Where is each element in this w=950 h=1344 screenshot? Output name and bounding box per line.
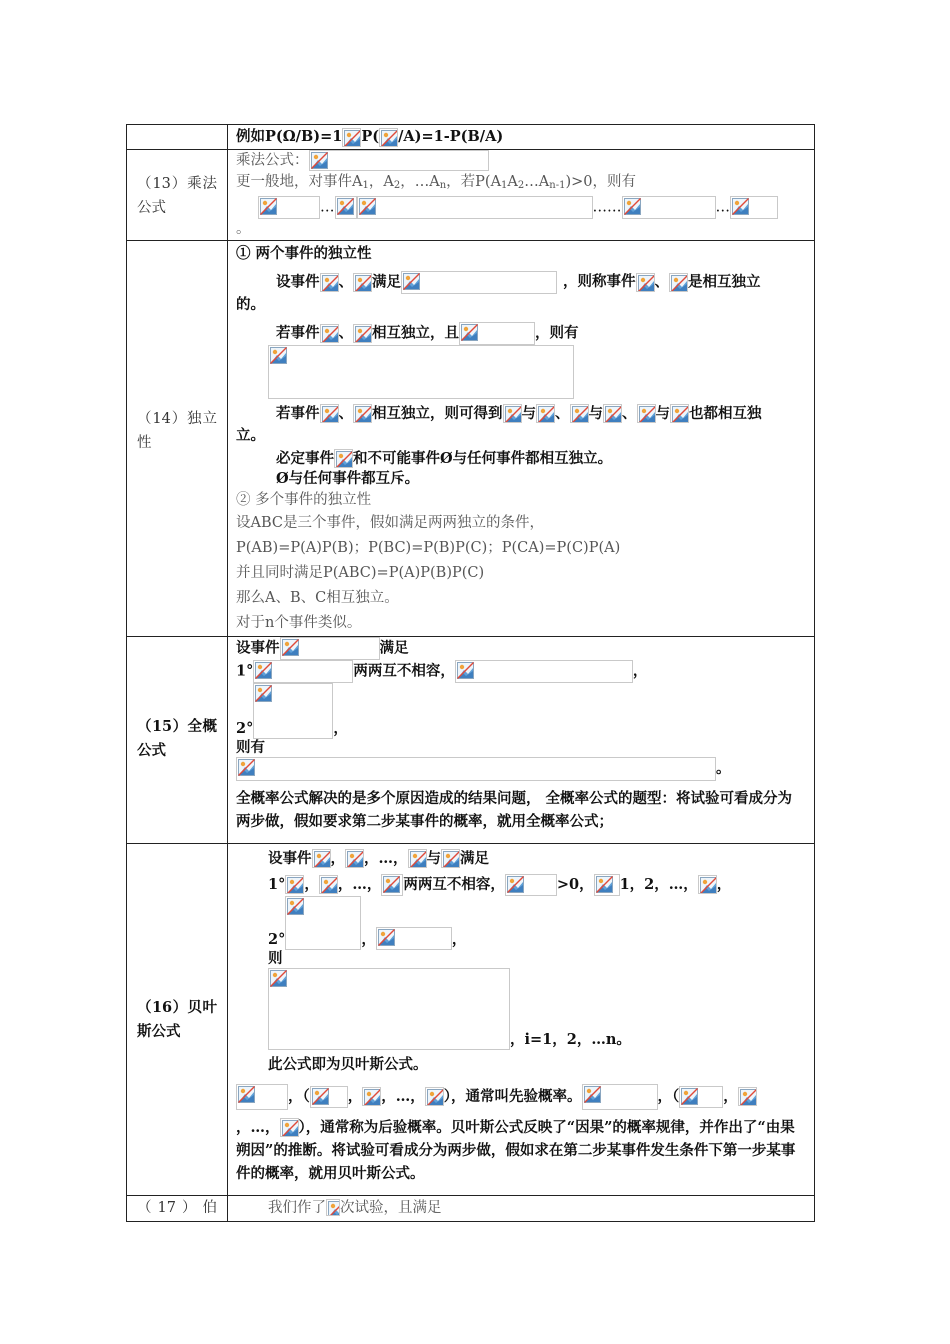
- formula-image: [320, 404, 339, 423]
- text: 1: [501, 179, 508, 191]
- formula-image: [570, 404, 589, 423]
- table-row: [127, 240, 815, 636]
- text: ……: [592, 199, 622, 215]
- formula-image: [312, 849, 331, 868]
- text: P(: [361, 128, 380, 145]
- broken-image-icon: [538, 406, 555, 423]
- text: 满足: [379, 639, 409, 656]
- text: 若事件: [276, 324, 320, 341]
- broken-image-icon: [672, 406, 689, 423]
- text: 与: [521, 404, 536, 422]
- text: 我们作了: [268, 1199, 326, 1216]
- text: ，: [347, 1087, 363, 1105]
- text: 设事件: [276, 273, 320, 290]
- formula-image: [268, 345, 574, 399]
- text: 。: [716, 759, 731, 777]
- broken-image-icon: [443, 851, 460, 868]
- text: 满足: [460, 849, 489, 867]
- row-content-cell: [228, 636, 815, 843]
- formula-image: [636, 273, 655, 292]
- formula-image: [268, 968, 510, 1050]
- text: 1°: [236, 662, 254, 679]
- text: ，（: [288, 1087, 310, 1105]
- formula-image: [622, 196, 716, 219]
- text: 2°: [268, 930, 286, 948]
- broken-image-icon: [312, 1088, 329, 1105]
- text: ，: [333, 719, 348, 737]
- text: ），通常称为后验概率。贝叶斯公式反映了“因果”的概率规律，并作出了“由果朔因”的推断。将试验可看成分为两步做，假如求在第二步某事件发生条件下第一步某事件的概率，就用贝叶斯公式。: [236, 1118, 796, 1182]
- row-label-cell: [127, 150, 228, 241]
- text: …A: [524, 173, 550, 190]
- row-label: （16）贝叶斯公式: [137, 998, 217, 1040]
- broken-image-icon: [355, 406, 372, 423]
- formula-image: [730, 196, 778, 219]
- text: 、: [654, 273, 669, 290]
- formula-image: [670, 404, 689, 423]
- row-label-cell: [127, 240, 228, 636]
- broken-image-icon: [364, 1089, 381, 1106]
- broken-image-icon: [270, 347, 287, 364]
- text: 与: [426, 849, 441, 867]
- text: ，则称事件: [563, 273, 636, 290]
- broken-image-icon: [507, 876, 524, 893]
- broken-image-icon: [639, 406, 656, 423]
- text: 全概率公式解决的是多个原因造成的结果问题， 全概率公式的题型：将试验可看成分为两步做，假如要求第二步某事件的概率，就用全概率公式；: [236, 789, 793, 830]
- text: 、: [622, 404, 637, 422]
- formula-image: [637, 404, 656, 423]
- formula-image: [320, 273, 339, 292]
- formula-image: [353, 404, 372, 423]
- broken-image-icon: [287, 898, 304, 915]
- text: ，: [723, 1087, 738, 1105]
- text: 并且同时满足P(ABC)=P(A)P(B)P(C): [236, 564, 485, 581]
- broken-image-icon: [255, 662, 272, 679]
- broken-image-icon: [403, 273, 420, 290]
- text: ，若P(A: [446, 173, 502, 190]
- text: 2: [393, 179, 401, 191]
- text: n: [439, 179, 447, 191]
- formula-image: [280, 637, 380, 660]
- broken-image-icon: [381, 130, 398, 147]
- broken-image-icon: [410, 851, 427, 868]
- formula-image: [253, 683, 333, 739]
- section-heading: ① 两个事件的独立性: [236, 244, 372, 262]
- text: 必定事件: [276, 449, 334, 467]
- table-row: [127, 125, 815, 150]
- text: ，…，: [337, 875, 382, 893]
- text: 。: [236, 220, 251, 237]
- row-label-cell: [127, 843, 228, 1195]
- formula-image: [425, 1087, 444, 1106]
- formula-image: [285, 896, 361, 950]
- text: 2°: [236, 719, 254, 737]
- broken-image-icon: [347, 851, 364, 868]
- formula-image: [236, 757, 716, 781]
- text: ，（: [657, 1087, 680, 1105]
- formula-image: [309, 150, 489, 171]
- text: ，: [716, 875, 732, 893]
- row-label-cell: [127, 1195, 228, 1221]
- formula-image: [401, 271, 557, 294]
- text: 设事件: [268, 849, 312, 867]
- text: 1°: [268, 875, 286, 893]
- formula-image: [503, 404, 522, 423]
- text: 1: [362, 179, 369, 191]
- text: ，…，: [364, 849, 408, 867]
- text: ，: [632, 662, 648, 679]
- row-content-cell: [228, 150, 815, 241]
- broken-image-icon: [596, 876, 613, 893]
- text: 与: [655, 404, 670, 422]
- broken-image-icon: [282, 1120, 299, 1137]
- row-label: （15）全概公式: [137, 717, 217, 759]
- broken-image-icon: [584, 1086, 601, 1103]
- formula-image: [357, 196, 593, 219]
- broken-image-icon: [457, 662, 474, 679]
- text: >0，: [556, 875, 594, 893]
- broken-image-icon: [638, 275, 655, 292]
- text: 两两互不相容，: [403, 875, 505, 893]
- formula-image: [381, 874, 403, 896]
- text: 更一般地，对事件A: [236, 173, 363, 190]
- text: 、: [338, 324, 353, 341]
- broken-image-icon: [355, 326, 372, 343]
- text: 设事件: [236, 639, 280, 656]
- formula-image: [342, 128, 361, 147]
- text: 相互独立，则可得到: [372, 404, 503, 422]
- formula-image: [345, 849, 364, 868]
- section-heading: ② 多个事件的独立性: [236, 491, 372, 508]
- text: ，A: [368, 173, 394, 190]
- broken-image-icon: [505, 406, 522, 423]
- broken-image-icon: [359, 198, 376, 215]
- formula-image: [441, 849, 460, 868]
- text: 2: [517, 179, 525, 191]
- formula-table: [126, 124, 815, 1222]
- text: 也都相互独: [689, 404, 762, 422]
- row-label-cell: [127, 636, 228, 843]
- text: 和不可能事件Ø与任何事件都相互独立。: [353, 449, 613, 467]
- text: 若事件: [276, 404, 320, 422]
- formula-image: [319, 875, 338, 894]
- broken-image-icon: [336, 451, 353, 468]
- text: 相互独立，且: [372, 324, 459, 341]
- text: /A)=1-P(B/A): [398, 128, 504, 145]
- formula-image: [334, 449, 353, 468]
- text: 立。: [236, 426, 265, 444]
- text: 与: [588, 404, 603, 422]
- broken-image-icon: [355, 275, 372, 292]
- text: 两两互不相容，: [353, 662, 455, 679]
- text: 、: [338, 404, 353, 422]
- text: ，…，: [236, 1118, 280, 1136]
- table-row: [127, 636, 815, 843]
- text: …: [715, 199, 730, 215]
- text: 则: [268, 949, 283, 967]
- text: 1，2，…，: [619, 875, 698, 893]
- text: 是相互独立: [688, 273, 761, 290]
- formula-image: [408, 849, 427, 868]
- formula-image: [738, 1087, 757, 1106]
- formula-image: [669, 273, 688, 292]
- broken-image-icon: [337, 198, 354, 215]
- broken-image-icon: [427, 1089, 444, 1106]
- broken-image-icon: [238, 1086, 255, 1103]
- formula-image: [335, 196, 357, 219]
- broken-image-icon: [311, 152, 328, 169]
- text: ，…，: [381, 1087, 425, 1105]
- formula-image: [258, 196, 320, 219]
- text: ，: [361, 930, 376, 948]
- text: Ø与任何事件都互斥。: [276, 469, 420, 487]
- broken-image-icon: [572, 406, 589, 423]
- formula-image: [582, 1084, 658, 1110]
- formula-image: [285, 875, 304, 894]
- broken-image-icon: [255, 685, 272, 702]
- text: 设ABC是三个事件，假如满足两两独立的条件，: [236, 514, 544, 531]
- table-row: [127, 150, 815, 241]
- formula-image: [320, 324, 339, 343]
- broken-image-icon: [740, 1089, 757, 1106]
- broken-image-icon: [624, 198, 641, 215]
- broken-image-icon: [260, 198, 277, 215]
- formula-image: [698, 875, 717, 894]
- formula-image: [376, 927, 452, 950]
- text: ，: [451, 930, 467, 948]
- broken-image-icon: [328, 1201, 340, 1216]
- row-label: （13）乘法公式: [137, 176, 217, 216]
- formula-image: [326, 1199, 340, 1216]
- broken-image-icon: [605, 406, 622, 423]
- formula-image: [505, 874, 557, 896]
- formula-image: [310, 1086, 348, 1108]
- row-label: （17）伯: [137, 1199, 217, 1216]
- text: 那么A、B、C相互独立。: [236, 589, 399, 606]
- table-row: [127, 1195, 815, 1221]
- text: 此公式即为贝叶斯公式。: [268, 1055, 428, 1073]
- broken-image-icon: [322, 406, 339, 423]
- broken-image-icon: [681, 1088, 698, 1105]
- text: ，则有: [535, 324, 579, 341]
- broken-image-icon: [322, 326, 339, 343]
- formula-image: [459, 322, 535, 345]
- text: 乘法公式：: [236, 152, 309, 169]
- formula-image: [379, 128, 398, 147]
- broken-image-icon: [282, 639, 299, 656]
- text: ，…A: [400, 173, 440, 190]
- text: A: [507, 173, 518, 190]
- row-content-cell: [228, 125, 815, 150]
- broken-image-icon: [321, 877, 338, 894]
- text: 则有: [236, 738, 265, 756]
- formula-image: [353, 273, 372, 292]
- row-label: （14）独立性: [137, 410, 217, 451]
- broken-image-icon: [287, 877, 304, 894]
- broken-image-icon: [383, 876, 400, 893]
- formula-image: [236, 1084, 288, 1110]
- broken-image-icon: [314, 851, 331, 868]
- formula-image: [603, 404, 622, 423]
- formula-image: [594, 874, 620, 896]
- text: ，: [304, 875, 319, 893]
- text: )>0，则有: [565, 173, 636, 190]
- formula-image: [362, 1087, 381, 1106]
- formula-image: [679, 1086, 723, 1108]
- broken-image-icon: [700, 877, 717, 894]
- text: 、: [338, 273, 353, 290]
- text: P(AB)=P(A)P(B)；P(BC)=P(B)P(C)；P(CA)=P(C)P(A): [236, 539, 621, 556]
- row-content-cell: [228, 240, 815, 636]
- text: ，: [330, 849, 345, 867]
- broken-image-icon: [732, 198, 749, 215]
- text: ），通常叫先验概率。: [443, 1087, 582, 1105]
- formula-image: [455, 660, 633, 683]
- text: 次试验，且满足: [340, 1199, 442, 1216]
- broken-image-icon: [322, 275, 339, 292]
- broken-image-icon: [378, 929, 395, 946]
- broken-image-icon: [344, 130, 361, 147]
- text: 例如P(Ω/B)=1: [236, 128, 343, 145]
- broken-image-icon: [461, 324, 478, 341]
- text: ，i=1，2，…n。: [510, 1030, 631, 1048]
- text: 的。: [236, 295, 265, 313]
- text: n-1: [549, 179, 566, 191]
- broken-image-icon: [270, 970, 287, 987]
- text: …: [320, 199, 335, 215]
- formula-image: [253, 660, 353, 683]
- text: 满足: [372, 273, 401, 290]
- broken-image-icon: [671, 275, 688, 292]
- row-content-cell: [228, 1195, 815, 1221]
- text: 对于n个事件类似。: [236, 614, 362, 631]
- row-content-cell: [228, 843, 815, 1195]
- formula-image: [280, 1118, 299, 1137]
- text: 、: [555, 404, 570, 422]
- formula-image: [353, 324, 372, 343]
- table-row: [127, 843, 815, 1195]
- row-label-cell: [127, 125, 228, 150]
- formula-image: [536, 404, 555, 423]
- broken-image-icon: [238, 759, 255, 776]
